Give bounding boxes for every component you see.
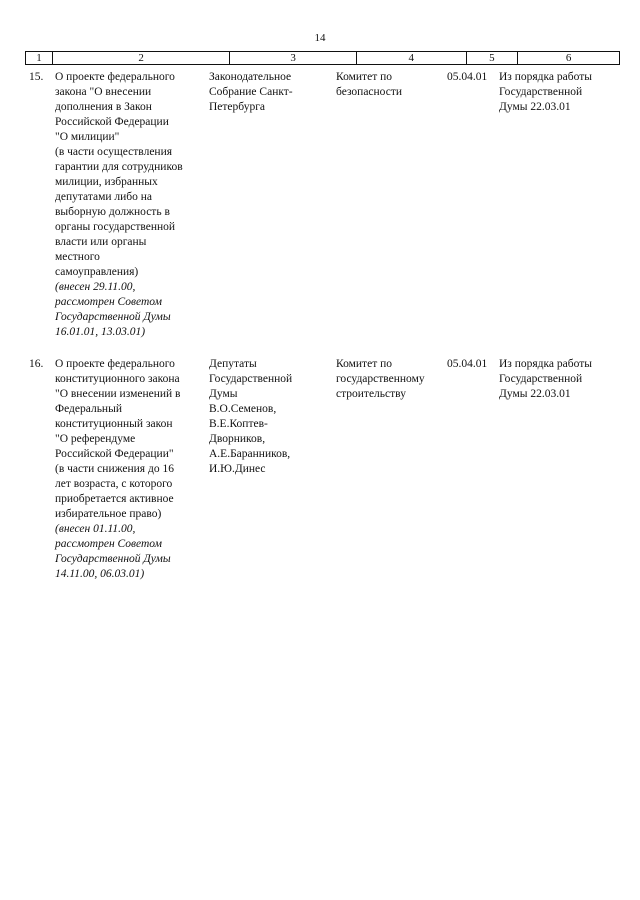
bill-title-line: власти или органы (55, 236, 147, 248)
bill-title-line: "О референдуме (55, 433, 136, 445)
committee-line: строительству (336, 388, 406, 400)
bill-title-line: лет возраста, с которого (55, 478, 173, 490)
bill-title-line: милиции, избранных (55, 176, 158, 188)
history-line: рассмотрен Советом (55, 538, 162, 550)
bill-author-line: Думы (209, 388, 238, 400)
bill-author-line: Законодательное (209, 71, 292, 83)
date: 05.04.01 (447, 358, 488, 370)
bill-title-line: избирательное право) (55, 508, 162, 520)
bill-title-line: конституционного закона (55, 373, 180, 385)
note-line: Думы 22.03.01 (499, 101, 571, 113)
bill-author-line: Дворников, (209, 433, 266, 445)
bill-title-line: О проекте федерального (55, 358, 175, 370)
row-number: 16. (29, 358, 44, 370)
bill-title-line: О проекте федерального (55, 71, 175, 83)
committee (336, 357, 444, 402)
bill-title-line: Российской Федерации (55, 116, 169, 128)
note-line: Из порядка работы (499, 358, 592, 370)
history-line: рассмотрен Советом (55, 296, 162, 308)
bill-author-line: И.Ю.Динес (209, 463, 266, 475)
committee-line: безопасности (336, 86, 403, 98)
bill-author-line: Петербурга (209, 101, 266, 113)
page-number: 14 (314, 32, 326, 44)
bill-title-line: местного (55, 251, 100, 263)
bill-title-line: Российской Федерации" (55, 448, 174, 460)
committee-line: Комитет по (336, 71, 392, 83)
history-line: (внесен 01.11.00, (55, 523, 136, 535)
bill-title-line: конституционный закон (55, 418, 173, 430)
bill-title-line: органы государственной (55, 221, 176, 233)
bill-author (209, 70, 333, 115)
history-line: (внесен 29.11.00, (55, 281, 136, 293)
history-line: Государственной Думы (55, 311, 171, 323)
bill-title-line: "О внесении изменений в (55, 388, 181, 400)
note (499, 70, 620, 115)
note-line: Из порядка работы (499, 71, 592, 83)
header-cell-6: 6 (565, 52, 572, 64)
bill-author-line: Собрание Санкт- (209, 86, 293, 98)
header-cell-5: 5 (467, 52, 519, 64)
note-line: Государственной (499, 373, 583, 385)
committee-line: Комитет по (336, 358, 392, 370)
header-cell-1: 1 (26, 52, 53, 64)
bill-author-line: В.О.Семенов, (209, 403, 277, 415)
history-line: 16.01.01, 13.03.01) (55, 326, 146, 338)
bill-title-line: (в части осуществления (55, 146, 173, 158)
bill-title-line: гарантии для сотрудников (55, 161, 183, 173)
history-line: 14.11.00, 06.03.01) (55, 568, 145, 580)
row-number: 15. (29, 71, 44, 83)
header-cell-3: 3 (230, 52, 357, 64)
bill-title-line: закона "О внесении (55, 86, 152, 98)
note (499, 357, 620, 402)
committee (336, 70, 444, 100)
bill-author-line: Государственной (209, 373, 293, 385)
committee-line: государственному (336, 373, 425, 385)
header-cell-4: 4 (357, 52, 467, 64)
date: 05.04.01 (447, 71, 488, 83)
bill-title-line: депутатами либо на (55, 191, 153, 203)
bill-author-line: В.Е.Коптев- (209, 418, 268, 430)
table-header (25, 51, 620, 65)
bill-title (55, 70, 231, 340)
bill-title (55, 357, 231, 582)
bill-title-line: Федеральный (55, 403, 122, 415)
bill-title-line: дополнения в Закон (55, 101, 152, 113)
bill-author-line: Депутаты (209, 358, 257, 370)
note-line: Думы 22.03.01 (499, 388, 571, 400)
bill-title-line: выборную должность в (55, 206, 170, 218)
bill-title-line: (в части снижения до 16 (55, 463, 174, 475)
bill-author-line: А.Е.Баранников, (209, 448, 291, 460)
bill-author (209, 357, 333, 477)
bill-title-line: "О милиции" (55, 131, 120, 143)
bill-title-line: самоуправления) (55, 266, 139, 278)
bill-title-line: приобретается активное (55, 493, 174, 505)
note-line: Государственной (499, 86, 583, 98)
header-cell-2: 2 (53, 52, 230, 64)
history-line: Государственной Думы (55, 553, 171, 565)
